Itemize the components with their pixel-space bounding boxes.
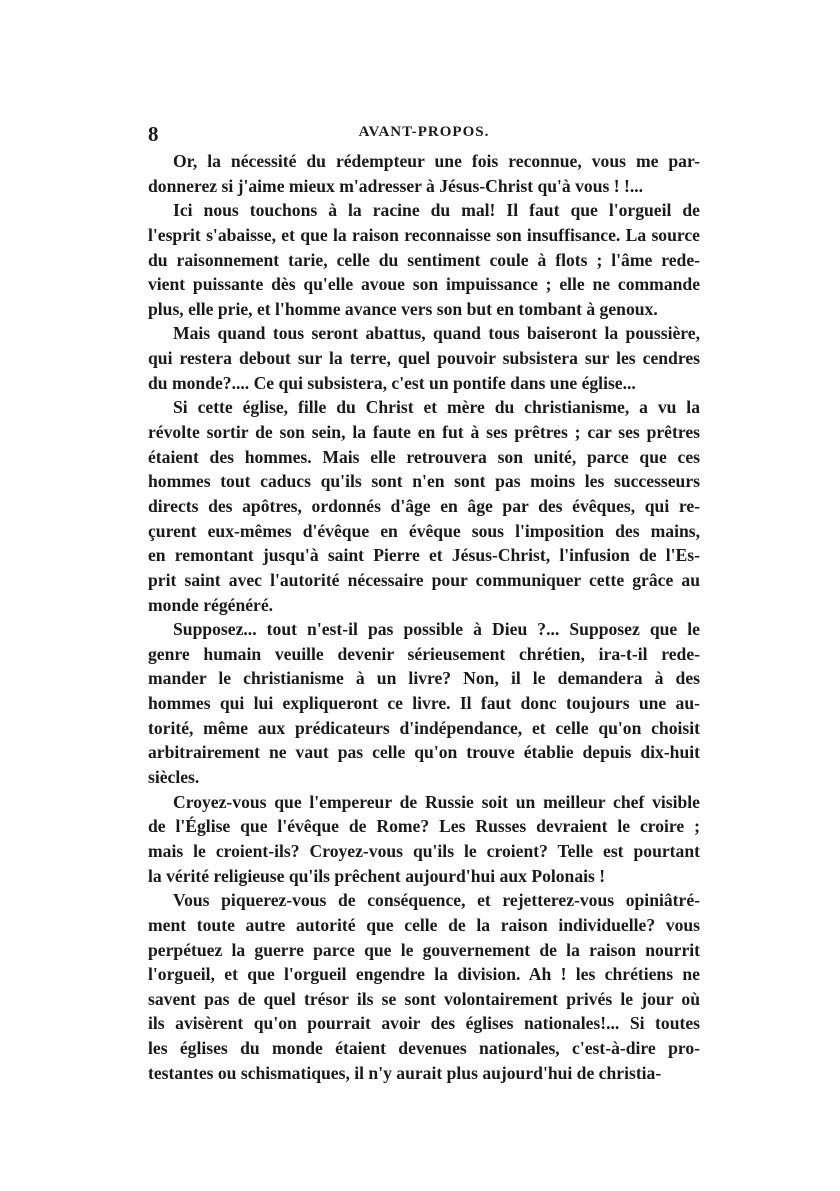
paragraph bbox=[148, 790, 700, 889]
text-line: directs des apôtres, ordonnés d'âge en âge par des évêques, qui re- bbox=[148, 495, 700, 516]
text-line: ment toute autre autorité que celle de la raison individuelle? vous bbox=[148, 914, 700, 935]
text-line: testantes ou schismatiques, il n'y aurait plus aujourd'hui de christia- bbox=[148, 1062, 662, 1083]
paragraph bbox=[148, 395, 700, 617]
text-line: mander le christianisme à un livre? Non, il le demandera à des bbox=[148, 668, 700, 689]
text-line: vient puissante dès qu'elle avoue son impuissance ; elle ne commande bbox=[148, 274, 700, 295]
text-line: torité, même aux prédicateurs d'indépendance, et celle qu'on choisit bbox=[148, 717, 700, 738]
text-line: mais le croient-ils? Croyez-vous qu'ils le croient? Telle est pourtant bbox=[148, 840, 700, 861]
text-line: Si cette église, fille du Christ et mère du christianisme, a vu la bbox=[173, 397, 700, 418]
text-line: Ici nous touchons à la racine du mal! Il faut que l'orgueil de bbox=[173, 200, 700, 221]
text-line: Supposez... tout n'est-il pas possible à Dieu ?... Supposez que le bbox=[173, 619, 700, 640]
paragraph bbox=[148, 617, 700, 789]
text-line: monde régénéré. bbox=[148, 594, 274, 615]
text-line: Or, la nécessité du rédempteur une fois reconnue, vous me par- bbox=[173, 151, 700, 171]
text-line: ils avisèrent qu'on pourrait avoir des églises nationales!... Si toutes bbox=[148, 1013, 700, 1034]
paragraph bbox=[148, 321, 700, 395]
text-line: l'esprit s'abaisse, et que la raison reconnaisse son insuffisance. La source bbox=[148, 224, 700, 245]
text-line: Vous piquerez-vous de conséquence, et rejetterez-vous opiniâtré- bbox=[173, 890, 700, 911]
page-number: 8 bbox=[148, 122, 159, 146]
text-line: çurent eux-mêmes d'évêque en évêque sous l'imposition des mains, bbox=[148, 520, 700, 541]
text-line: du raisonnement tarie, celle du sentiment coule à flots ; l'âme rede- bbox=[148, 249, 700, 270]
text-line: étaient des hommes. Mais elle retrouvera son unité, parce que ces bbox=[148, 446, 700, 467]
text-line: donnerez si j'aime mieux m'adresser à Jésus-Christ qu'à vous ! !... bbox=[148, 175, 644, 196]
text-line: genre humain veuille devenir sérieusement chrétien, ira-t-il rede- bbox=[148, 643, 700, 664]
running-title: AVANT-PROPOS. bbox=[358, 124, 490, 140]
text-line: Mais quand tous seront abattus, quand tous baiseront la poussière, bbox=[173, 323, 700, 344]
text-line: l'orgueil, et que l'orgueil engendre la division. Ah ! les chrétiens ne bbox=[148, 964, 700, 985]
text-line: siècles. bbox=[148, 767, 200, 788]
text-line: hommes qui lui expliqueront ce livre. Il faut donc toujours une au- bbox=[148, 693, 700, 714]
paragraph bbox=[148, 149, 700, 198]
text-line: perpétuez la guerre parce que le gouvernement de la raison nourrit bbox=[148, 939, 700, 960]
text-line: en remontant jusqu'à saint Pierre et Jésus-Christ, l'infusion de l'Es- bbox=[148, 545, 700, 566]
paragraph bbox=[148, 888, 700, 1085]
text-line: prit saint avec l'autorité nécessaire pour communiquer cette grâce au bbox=[148, 569, 700, 590]
text-line: plus, elle prie, et l'homme avance vers son but en tombant à genoux. bbox=[148, 298, 658, 319]
text-line: Croyez-vous que l'empereur de Russie soit un meilleur chef visible bbox=[173, 791, 700, 812]
text-line: la vérité religieuse qu'ils prêchent aujourd'hui aux Polonais ! bbox=[148, 865, 606, 886]
text-line: les églises du monde étaient devenues nationales, c'est-à-dire pro- bbox=[148, 1038, 700, 1059]
text-line: révolte sortir de son sein, la faute en fut à ses prêtres ; car ses prêtres bbox=[148, 422, 700, 443]
running-head bbox=[148, 122, 700, 146]
text-line: qui restera debout sur la terre, quel pouvoir subsistera sur les cendres bbox=[148, 348, 700, 369]
paragraph bbox=[148, 198, 700, 321]
text-line: du monde?.... Ce qui subsistera, c'est un pontife dans une église... bbox=[148, 372, 636, 393]
text-line: de l'Église que l'évêque de Rome? Les Russes devraient le croire ; bbox=[148, 816, 700, 837]
body-text bbox=[148, 149, 700, 1085]
text-line: savent pas de quel trésor ils se sont volontairement privés le jour où bbox=[148, 988, 700, 1009]
text-line: hommes tout caducs qu'ils sont n'en sont pas moins les successeurs bbox=[148, 471, 700, 492]
text-line: arbitrairement ne vaut pas celle qu'on trouve établie depuis dix-huit bbox=[148, 742, 700, 763]
